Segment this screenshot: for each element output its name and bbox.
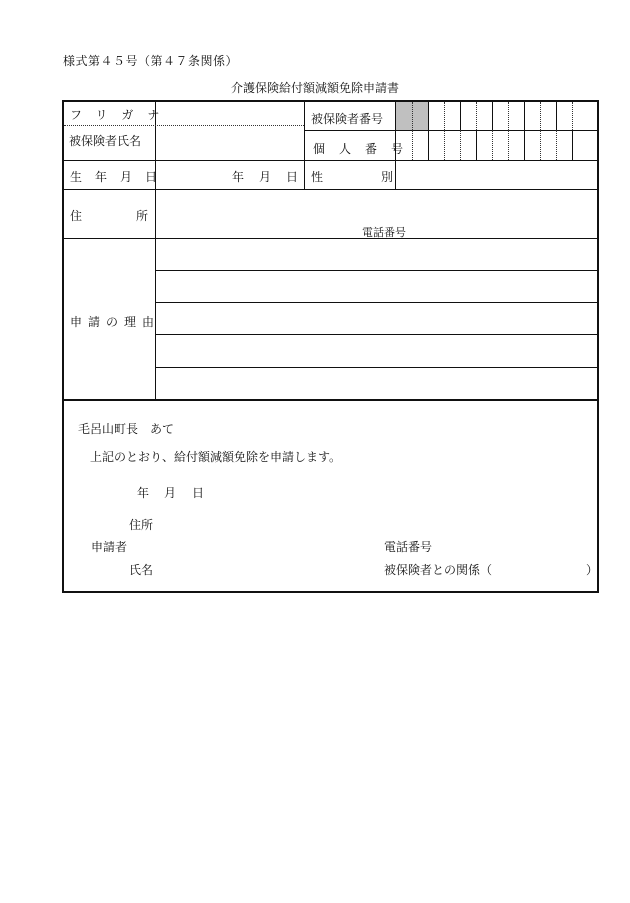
address-input[interactable] — [156, 190, 597, 237]
sex-input[interactable] — [396, 161, 597, 188]
reason-label: 申請の理由 — [70, 315, 161, 329]
insured-name-input[interactable] — [156, 126, 303, 159]
personal-number-input[interactable] — [396, 131, 597, 159]
insured-number-label: 被保険者番号 — [311, 112, 384, 126]
relation-label: 被保険者との関係（ — [384, 563, 493, 577]
sex-label: 性別 — [311, 170, 452, 184]
applicant-phone-input[interactable] — [440, 534, 590, 554]
applicant-phone-label: 電話番号 — [384, 540, 433, 554]
relation-input[interactable] — [494, 557, 584, 577]
birth-year-unit: 年 — [232, 170, 245, 184]
applicant-address-label: 住所 — [129, 518, 154, 532]
applicant-label: 申請者 — [91, 540, 128, 554]
furigana-label: フリガナ — [70, 108, 174, 122]
applicant-name-input[interactable] — [156, 557, 376, 577]
applicant-name-label: 氏名 — [129, 563, 154, 577]
furigana-input[interactable] — [156, 103, 303, 124]
address-label: 住所 — [70, 209, 203, 223]
phone-label: 電話番号 — [362, 226, 406, 239]
birth-month-unit: 月 — [259, 170, 272, 184]
document-title: 介護保険給付額減額免除申請書 — [230, 81, 399, 95]
relation-close: ） — [586, 563, 599, 577]
application-form — [62, 100, 599, 593]
date-month-unit: 月 — [164, 486, 177, 500]
birth-date-label: 生年月日 — [70, 170, 171, 184]
declaration-statement: 上記のとおり、給付額減額免除を申請します。 — [90, 450, 342, 464]
insured-number-input[interactable] — [428, 103, 597, 129]
date-day-unit: 日 — [192, 486, 205, 500]
personal-number-label: 個人番号 — [313, 142, 418, 156]
form-number: 様式第４５号（第４７条関係） — [63, 54, 239, 68]
reason-input[interactable] — [156, 239, 597, 398]
birth-day-unit: 日 — [286, 170, 299, 184]
birth-date-input[interactable] — [156, 161, 303, 188]
applicant-address-input[interactable] — [156, 512, 376, 532]
date-year-unit: 年 — [137, 486, 150, 500]
insured-name-label: 被保険者氏名 — [69, 134, 142, 148]
addressee: 毛呂山町長 あて — [78, 422, 175, 436]
